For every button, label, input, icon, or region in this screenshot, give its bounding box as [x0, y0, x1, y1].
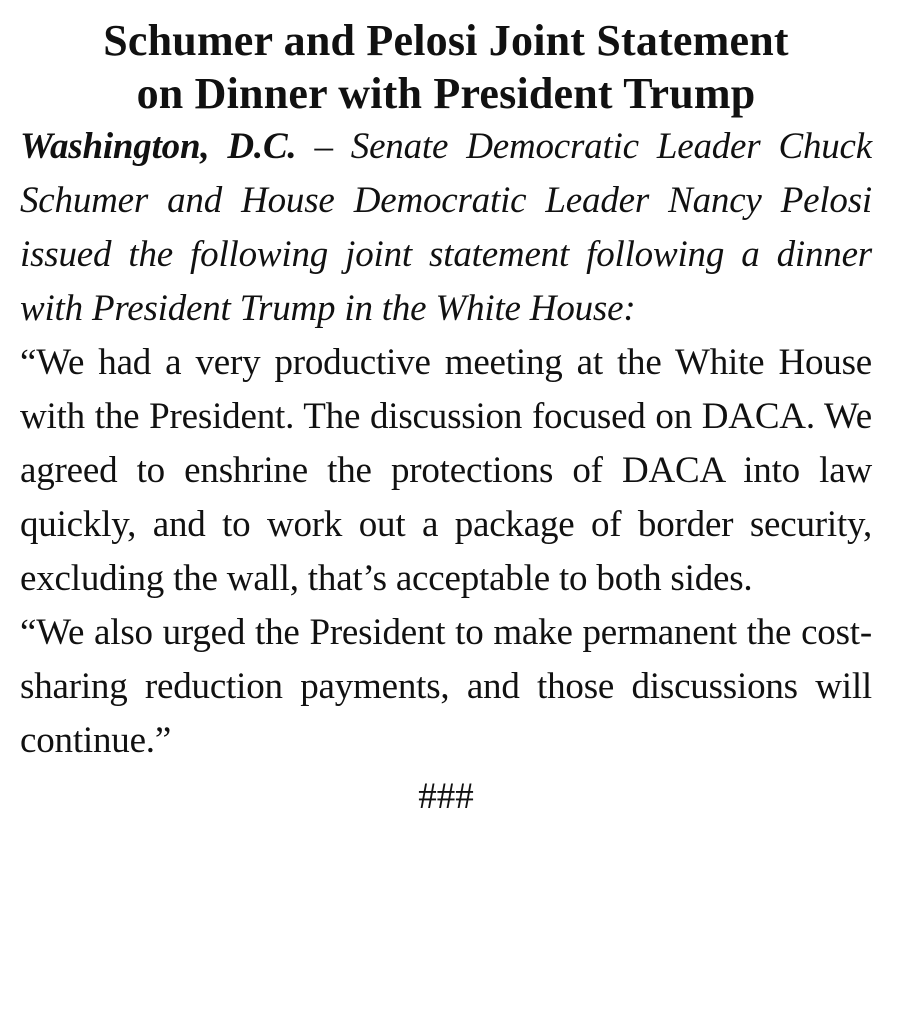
statement-title — [20, 14, 872, 120]
dateline-place: Washington, D.C. — [20, 126, 297, 167]
dateline-paragraph — [20, 120, 872, 336]
title-line-2: on Dinner with President Trump — [136, 69, 756, 118]
statement-paragraph-2: “We also urged the President to make permanent the cost-sharing reduction payments, and those discussions will continue.” — [20, 612, 872, 761]
end-mark: ### — [418, 776, 474, 817]
press-release — [20, 14, 872, 824]
title-line-1: Schumer and Pelosi Joint Statement — [103, 16, 789, 65]
dateline-text: – Senate Democratic Leader Chuck Schumer and House Democratic Leader Nancy Pelosi issued the following joint statement following a dinner with President Trump in the White House: — [20, 126, 872, 329]
statement-paragraph-1: “We had a very productive meeting at the White House with the President. The discussion focused on DACA. We agreed to enshrine the protections of DACA into law quickly, and to work out a package of border security, excluding the wall, that’s acceptable to both sides. — [20, 342, 872, 599]
